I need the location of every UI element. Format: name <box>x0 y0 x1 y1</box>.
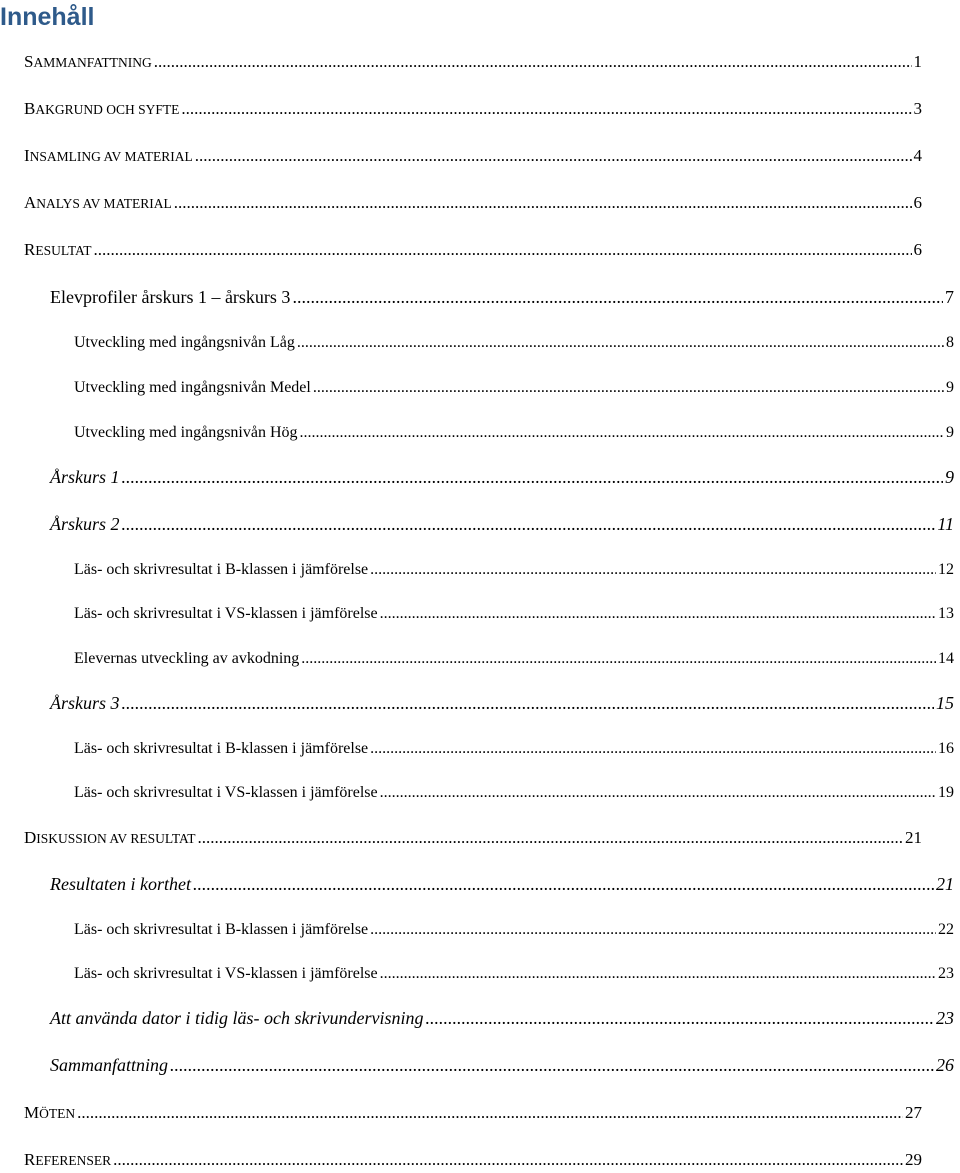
toc-entry-title: Elevernas utveckling av avkodning <box>74 650 300 667</box>
toc-entry-title: Utveckling med ingångsnivån Medel <box>74 379 311 396</box>
toc-entry-title: SAMMANFATTNING <box>24 52 152 71</box>
toc-entry-avkodning[interactable] <box>74 650 954 668</box>
toc-page-number: 9 <box>945 467 954 487</box>
toc-dot-leader <box>77 1103 903 1123</box>
toc-entry-title: Utveckling med ingångsnivån Låg <box>74 334 295 351</box>
toc-entry-diskussion[interactable] <box>24 828 922 848</box>
toc-entry-referenser[interactable] <box>24 1150 922 1170</box>
toc-page-number: 26 <box>936 1055 954 1075</box>
toc-dot-leader <box>313 379 944 397</box>
toc-page-number: 3 <box>913 99 922 118</box>
toc-dot-leader <box>181 99 911 119</box>
toc-page-number: 15 <box>936 693 954 713</box>
toc-page-number: 16 <box>938 740 954 757</box>
toc-dot-leader <box>195 146 912 166</box>
toc-page-number: 13 <box>938 605 954 622</box>
toc-entry-b-klassen-ak2[interactable] <box>74 561 954 579</box>
toc-entry-arskurs-2[interactable] <box>50 514 954 535</box>
toc-page-number: 11 <box>937 514 954 534</box>
toc-entry-vs-klassen-diskussion[interactable] <box>74 965 954 983</box>
toc-dot-leader <box>425 1008 934 1029</box>
toc-heading: Innehåll <box>0 3 95 31</box>
toc-entry-b-klassen-ak3[interactable] <box>74 740 954 758</box>
toc-entry-title: Läs- och skrivresultat i VS-klassen i jämförelse <box>74 965 378 982</box>
toc-entry-resultat[interactable] <box>24 240 922 260</box>
toc-entry-title: Utveckling med ingångsnivån Hög <box>74 424 298 441</box>
toc-dot-leader <box>122 514 936 535</box>
toc-entry-insamling[interactable] <box>24 146 922 166</box>
toc-entry-title: INSAMLING AV MATERIAL <box>24 146 193 165</box>
toc-page-number: 21 <box>936 874 954 894</box>
toc-dot-leader <box>370 921 936 939</box>
toc-entry-title: RESULTAT <box>24 240 92 259</box>
toc-entry-title: Elevprofiler årskurs 1 – årskurs 3 <box>50 287 291 307</box>
toc-dot-leader <box>170 1055 934 1076</box>
toc-dot-leader <box>154 52 912 72</box>
toc-entry-title: Att använda dator i tidig läs- och skrivundervisning <box>50 1008 424 1028</box>
toc-page-number: 22 <box>938 921 954 938</box>
toc-dot-leader <box>370 561 936 579</box>
toc-entry-resultaten-i-korthet[interactable] <box>50 874 954 895</box>
toc-page-number: 6 <box>913 240 922 259</box>
toc-entry-vs-klassen-ak3[interactable] <box>74 784 954 802</box>
toc-entry-utveckling-medel[interactable] <box>74 379 954 397</box>
toc-entry-title: ANALYS AV MATERIAL <box>24 193 172 212</box>
toc-page-number: 14 <box>938 650 954 667</box>
toc-entry-title: Läs- och skrivresultat i VS-klassen i jämförelse <box>74 605 378 622</box>
toc-entry-title: REFERENSER <box>24 1150 112 1169</box>
toc-entry-title: BAKGRUND OCH SYFTE <box>24 99 180 118</box>
toc-dot-leader <box>113 1150 903 1170</box>
toc-page-number: 12 <box>938 561 954 578</box>
toc-entry-arskurs-3[interactable] <box>50 693 954 714</box>
toc-entry-title: DISKUSSION AV RESULTAT <box>24 828 196 847</box>
toc-entry-title: MÖTEN <box>24 1103 76 1122</box>
toc-entry-moten[interactable] <box>24 1103 922 1123</box>
toc-entry-utveckling-hog[interactable] <box>74 424 954 442</box>
toc-page-number: 23 <box>936 1008 954 1028</box>
toc-entry-vs-klassen-ak2[interactable] <box>74 605 954 623</box>
toc-dot-leader <box>292 287 943 308</box>
toc-page-number: 23 <box>938 965 954 982</box>
toc-entry-elevprofiler[interactable] <box>50 287 954 308</box>
toc-dot-leader <box>380 605 936 623</box>
toc-entry-title: Resultaten i korthet <box>50 874 191 894</box>
toc-dot-leader <box>380 965 936 983</box>
toc-page-number: 19 <box>938 784 954 801</box>
toc-entry-title: Läs- och skrivresultat i VS-klassen i jämförelse <box>74 784 378 801</box>
toc-entry-title: Sammanfattning <box>50 1055 169 1075</box>
toc-dot-leader <box>370 740 936 758</box>
toc-dot-leader <box>300 424 944 442</box>
toc-dot-leader <box>193 874 934 895</box>
toc-entry-sammanfattning[interactable] <box>24 52 922 72</box>
toc-entry-title: Läs- och skrivresultat i B-klassen i jämförelse <box>74 740 369 757</box>
toc-entry-sammanfattning-sub[interactable] <box>50 1055 954 1076</box>
toc-dot-leader <box>198 828 904 848</box>
toc-dot-leader <box>94 240 912 260</box>
toc-entry-arskurs-1[interactable] <box>50 467 954 488</box>
toc-page-number: 8 <box>946 334 954 351</box>
toc-dot-leader <box>301 650 936 668</box>
toc-dot-leader <box>174 193 912 213</box>
toc-entry-analys[interactable] <box>24 193 922 213</box>
toc-entry-title: Läs- och skrivresultat i B-klassen i jämförelse <box>74 561 369 578</box>
toc-page-number: 9 <box>946 424 954 441</box>
toc-entry-title: Läs- och skrivresultat i B-klassen i jämförelse <box>74 921 369 938</box>
toc-page-number: 9 <box>946 379 954 396</box>
toc-entry-anvanda-dator[interactable] <box>50 1008 954 1029</box>
toc-page-number: 29 <box>905 1150 922 1169</box>
toc-page-number: 1 <box>913 52 922 71</box>
toc-entry-title: Årskurs 3 <box>50 693 120 713</box>
toc-dot-leader <box>380 784 936 802</box>
toc-page-number: 7 <box>945 287 954 307</box>
toc-page-number: 6 <box>913 193 922 212</box>
toc-entry-utveckling-lag[interactable] <box>74 334 954 352</box>
toc-entry-title: Årskurs 2 <box>50 514 120 534</box>
toc-dot-leader <box>122 467 943 488</box>
toc-dot-leader <box>297 334 944 352</box>
toc-page-number: 4 <box>913 146 922 165</box>
toc-page-number: 27 <box>905 1103 922 1122</box>
toc-entry-b-klassen-diskussion[interactable] <box>74 921 954 939</box>
toc-entry-bakgrund[interactable] <box>24 99 922 119</box>
toc-entry-title: Årskurs 1 <box>50 467 120 487</box>
toc-dot-leader <box>122 693 934 714</box>
toc-page-number: 21 <box>905 828 922 847</box>
